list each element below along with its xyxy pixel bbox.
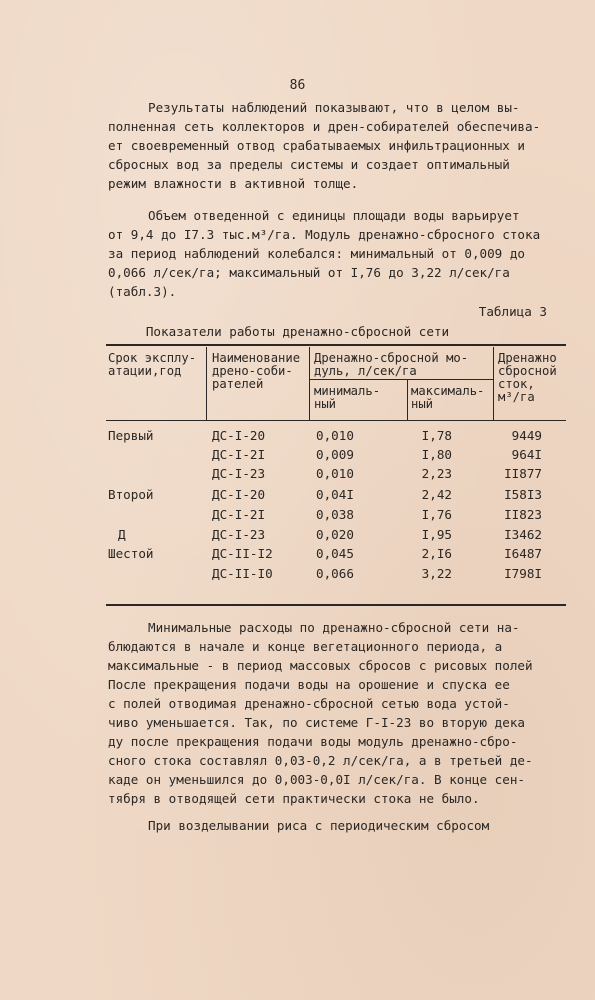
cell-min: 0,010 [316, 466, 354, 481]
text-line: блюдаются в начале и конце вегетационного периода, а [108, 639, 503, 654]
cell-max: 3,22 [421, 566, 452, 581]
cell-min: 0,020 [316, 527, 354, 542]
header-divider [407, 380, 408, 420]
text-line: ду после прекращения подачи воды модуль дренажно-сбро- [108, 734, 518, 749]
text-line: При возделывании риса с периодическим сбросом [148, 818, 490, 833]
cell-period: Шестой [108, 546, 154, 561]
cell-max: I,95 [421, 527, 452, 542]
header-divider [493, 347, 494, 420]
cell-name: ДС-I-2I [212, 447, 266, 462]
text-line: После прекращения подачи воды на орошение и спуска ее [108, 677, 510, 692]
cell-name: ДС-I-20 [212, 428, 266, 443]
cell-min: 0,010 [316, 428, 354, 443]
header-divider [309, 347, 310, 420]
cell-max: 2,42 [421, 487, 452, 502]
text-line: сного стока составлял 0,03-0,2 л/сек/га, а в третьей де- [108, 753, 533, 768]
text-line: от 9,4 до I7.3 тыс.м³/га. Модуль дренажно-сбросного стока [108, 227, 541, 242]
cell-max: I,80 [421, 447, 452, 462]
cell-name: ДС-I-23 [212, 527, 266, 542]
header-minimum: минималь- ный [314, 384, 381, 411]
header-divider [206, 347, 207, 420]
cell-min: 0,04I [316, 487, 354, 502]
paragraph-volume [108, 206, 568, 301]
text-line: максимальные - в период массовых сбросов с рисовых полей [108, 658, 533, 673]
text-line: 0,066 л/сек/га; максимальный от I,76 до 3,22 л/сек/га [108, 265, 510, 280]
header-period: Срок эксплу- атации,год [108, 351, 197, 378]
text-line: чиво уменьшается. Так, по системе Г-I-23 во вторую дека [108, 715, 526, 730]
cell-flow: I3462 [504, 527, 542, 542]
text-line: за период наблюдений колебался: минимальный от 0,009 до [108, 246, 526, 261]
table-caption: Таблица 3 [478, 304, 547, 319]
header-drainage-module: Дренажно-сбросной мо- дуль, л/сек/га [314, 351, 469, 378]
text-line: Минимальные расходы по дренажно-сбросной сети на- [148, 620, 520, 635]
header-maximum: максималь- ный [411, 384, 485, 411]
header-subrule [310, 379, 493, 380]
cell-name: ДС-II-I0 [212, 566, 273, 581]
cell-period: Д [118, 527, 126, 542]
cell-min: 0,038 [316, 507, 354, 522]
cell-name: ДС-I-23 [212, 466, 266, 481]
cell-period: Первый [108, 428, 154, 443]
cell-name: ДС-I-2I [212, 507, 266, 522]
table-title: Показатели работы дренажно-сбросной сети [145, 324, 450, 339]
cell-flow: 9449 [511, 428, 542, 443]
cell-max: I,76 [421, 507, 452, 522]
paragraph-results [108, 98, 568, 193]
cell-period: Второй [108, 487, 154, 502]
cell-flow: 964I [511, 447, 542, 462]
text-line: полненная сеть коллекторов и дрен-собирателей обеспечива- [108, 119, 541, 134]
page-number: 86 [289, 78, 306, 93]
cell-max: 2,23 [421, 466, 452, 481]
table-header-rule [106, 420, 566, 421]
cell-min: 0,045 [316, 546, 354, 561]
text-line: (табл.3). [108, 284, 177, 299]
text-line: Результаты наблюдений показывают, что в целом вы- [148, 100, 520, 115]
cell-flow: I58I3 [504, 487, 542, 502]
cell-max: I,78 [421, 428, 452, 443]
header-runoff: Дренажно сбросной сток, м³/га [498, 351, 557, 404]
table-top-rule [106, 344, 566, 346]
cell-min: 0,009 [316, 447, 354, 462]
paragraph-rice [108, 816, 568, 835]
header-collector-name: Наименование дрено-соби- рателей [212, 351, 301, 391]
text-line: Объем отведенной с единицы площади воды варьирует [148, 208, 520, 223]
text-line: ет своевременный отвод срабатываемых инфильтрационных и [108, 138, 526, 153]
cell-flow: II877 [504, 466, 542, 481]
cell-name: ДС-I-20 [212, 487, 266, 502]
text-line: с полей отводимая дренажно-сбросной сетью вода устой- [108, 696, 510, 711]
text-line: тября в отводящей сети практически стока не было. [108, 791, 480, 806]
paragraph-discharge [108, 618, 568, 808]
cell-flow: II823 [504, 507, 542, 522]
cell-name: ДС-II-I2 [212, 546, 273, 561]
cell-max: 2,I6 [421, 546, 452, 561]
table-bottom-rule [106, 604, 566, 606]
cell-min: 0,066 [316, 566, 354, 581]
text-line: каде он уменьшился до 0,003-0,0I л/сек/га. В конце сен- [108, 772, 526, 787]
text-line: сбросных вод за пределы системы и создает оптимальный [108, 157, 510, 172]
cell-flow: I798I [504, 566, 542, 581]
text-line: режим влажности в активной толще. [108, 176, 359, 191]
cell-flow: I6487 [504, 546, 542, 561]
